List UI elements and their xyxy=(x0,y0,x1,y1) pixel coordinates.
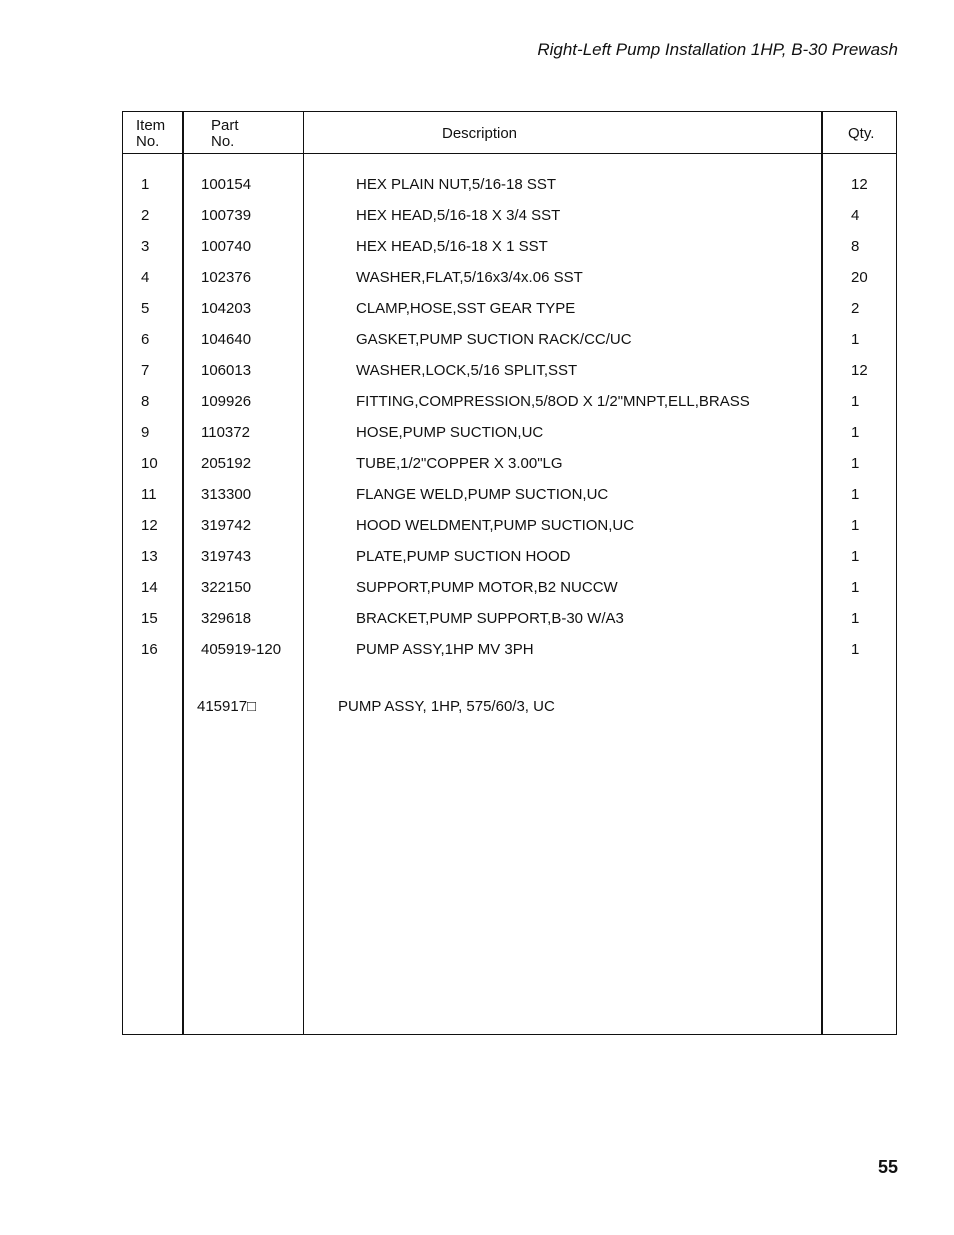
item-number-cell: 9 xyxy=(141,424,150,441)
description-cell: WASHER,FLAT,5/16x3/4x.06 SST xyxy=(356,269,583,286)
table-row xyxy=(123,362,898,393)
description-cell: HEX HEAD,5/16-18 X 1 SST xyxy=(356,238,548,255)
description-cell: PLATE,PUMP SUCTION HOOD xyxy=(356,548,571,565)
part-number-cell: 415917□ xyxy=(197,698,257,715)
quantity-cell: 1 xyxy=(851,486,860,503)
part-number-cell: 104203 xyxy=(201,300,252,317)
item-number-cell: 13 xyxy=(141,548,158,565)
parts-table xyxy=(122,111,897,1035)
description-cell: GASKET,PUMP SUCTION RACK/CC/UC xyxy=(356,331,632,348)
part-number-cell: 329618 xyxy=(201,610,252,627)
part-number-cell: 319743 xyxy=(201,548,252,565)
item-number-cell: 10 xyxy=(141,455,158,472)
table-row xyxy=(123,455,898,486)
column-header-qty: Qty. xyxy=(848,125,875,142)
table-row xyxy=(123,176,898,207)
item-number-cell: 3 xyxy=(141,238,150,255)
description-cell: PUMP ASSY,1HP MV 3PH xyxy=(356,641,534,658)
header-divider xyxy=(123,153,896,154)
column-header-item xyxy=(136,118,165,150)
page-number: 55 xyxy=(878,1157,899,1177)
quantity-cell: 1 xyxy=(851,610,860,627)
quantity-cell: 8 xyxy=(851,238,860,255)
table-row xyxy=(123,517,898,548)
part-number-cell: 205192 xyxy=(201,455,252,472)
column-header-description: Description xyxy=(442,125,518,142)
part-number-cell: 110372 xyxy=(201,424,250,441)
description-cell: SUPPORT,PUMP MOTOR,B2 NUCCW xyxy=(356,579,618,596)
table-row xyxy=(123,269,898,300)
quantity-cell: 2 xyxy=(851,300,860,317)
table-row xyxy=(123,610,898,641)
quantity-cell: 1 xyxy=(851,331,860,348)
table-row xyxy=(123,393,898,424)
item-number-cell: 4 xyxy=(141,269,150,286)
part-number-cell: 322150 xyxy=(201,579,252,596)
quantity-cell: 1 xyxy=(851,579,860,596)
description-cell: HEX PLAIN NUT,5/16-18 SST xyxy=(356,176,557,193)
description-cell: CLAMP,HOSE,SST GEAR TYPE xyxy=(356,300,576,317)
part-number-cell: 319742 xyxy=(201,517,252,534)
quantity-cell: 1 xyxy=(851,455,860,472)
item-number-cell: 5 xyxy=(141,300,150,317)
quantity-cell: 20 xyxy=(851,269,868,286)
description-cell: FITTING,COMPRESSION,5/8OD X 1/2"MNPT,ELL,BRASS xyxy=(356,393,750,410)
table-row-extra xyxy=(123,698,898,729)
column-header-part xyxy=(211,118,239,150)
item-number-cell: 11 xyxy=(141,486,157,503)
table-row xyxy=(123,300,898,331)
table-row xyxy=(123,641,898,672)
item-number-cell: 14 xyxy=(141,579,158,596)
part-number-cell: 313300 xyxy=(201,486,252,503)
table-row xyxy=(123,424,898,455)
quantity-cell: 1 xyxy=(851,393,860,410)
part-number-cell: 106013 xyxy=(201,362,252,379)
column-header-part-line1: Part xyxy=(211,117,239,134)
description-cell: HOOD WELDMENT,PUMP SUCTION,UC xyxy=(356,517,635,534)
column-header-item-line2: No. xyxy=(136,133,160,150)
quantity-cell: 12 xyxy=(851,362,868,379)
description-cell: BRACKET,PUMP SUPPORT,B-30 W/A3 xyxy=(356,610,624,627)
description-cell: TUBE,1/2"COPPER X 3.00"LG xyxy=(356,455,563,472)
table-row xyxy=(123,579,898,610)
quantity-cell: 1 xyxy=(851,548,860,565)
quantity-cell: 12 xyxy=(851,176,868,193)
item-number-cell: 1 xyxy=(141,176,150,193)
part-number-cell: 102376 xyxy=(201,269,252,286)
description-cell: HEX HEAD,5/16-18 X 3/4 SST xyxy=(356,207,561,224)
description-cell: FLANGE WELD,PUMP SUCTION,UC xyxy=(356,486,609,503)
quantity-cell: 4 xyxy=(851,207,860,224)
column-header-item-line1: Item xyxy=(136,117,166,134)
part-number-cell: 100740 xyxy=(201,238,252,255)
table-row xyxy=(123,207,898,238)
quantity-cell: 1 xyxy=(851,517,860,534)
item-number-cell: 15 xyxy=(141,610,158,627)
part-number-cell: 100739 xyxy=(201,207,252,224)
item-number-cell: 16 xyxy=(141,641,158,658)
description-cell: HOSE,PUMP SUCTION,UC xyxy=(356,424,544,441)
column-header-part-line2: No. xyxy=(211,133,235,150)
part-number-cell: 100154 xyxy=(201,176,252,193)
item-number-cell: 12 xyxy=(141,517,158,534)
part-number-cell: 104640 xyxy=(201,331,252,348)
page-title: Right-Left Pump Installation 1HP, B-30 Prewash xyxy=(537,40,898,59)
quantity-cell: 1 xyxy=(851,641,860,658)
item-number-cell: 6 xyxy=(141,331,150,348)
table-row xyxy=(123,238,898,269)
table-row xyxy=(123,331,898,362)
part-number-cell: 405919-120 xyxy=(201,641,282,658)
item-number-cell: 8 xyxy=(141,393,150,410)
description-cell: WASHER,LOCK,5/16 SPLIT,SST xyxy=(356,362,578,379)
quantity-cell: 1 xyxy=(851,424,860,441)
table-row xyxy=(123,548,898,579)
item-number-cell: 2 xyxy=(141,207,150,224)
item-number-cell: 7 xyxy=(141,362,150,379)
part-number-cell: 109926 xyxy=(201,393,252,410)
table-row xyxy=(123,486,898,517)
description-cell: PUMP ASSY, 1HP, 575/60/3, UC xyxy=(338,698,555,715)
